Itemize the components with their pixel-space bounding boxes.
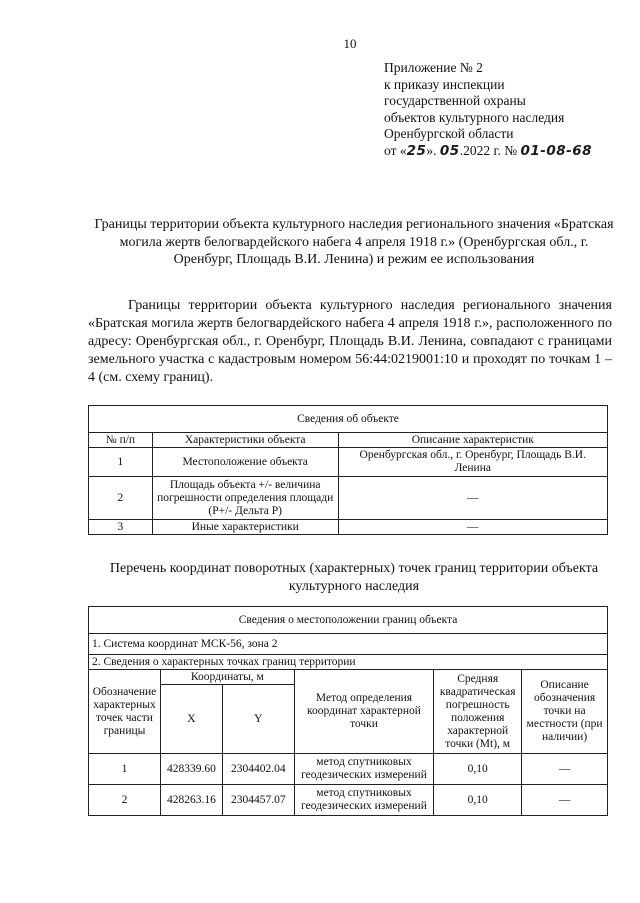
table-row: [89, 520, 608, 535]
date-month-handwritten: 05: [439, 142, 460, 159]
date-day-handwritten: 25: [406, 142, 427, 159]
cell: —: [338, 520, 607, 535]
table-row: [89, 754, 608, 785]
page-number: 10: [343, 36, 357, 51]
cell: Оренбургская обл., г. Оренбург, Площадь В.И. Ленина: [338, 448, 607, 477]
cell: 0,10: [434, 785, 522, 816]
header-cell: Характеристики объекта: [152, 433, 338, 448]
header-description: Описание обозначения точки на местности (при наличии): [522, 670, 608, 754]
date-prefix: от «: [384, 142, 407, 158]
header-coordinates: Координаты, м: [160, 670, 294, 685]
table-row: [89, 477, 608, 520]
object-info-table: [88, 405, 608, 535]
cell: 3: [89, 520, 153, 535]
date-year: .2022 г. №: [459, 142, 518, 158]
cell: 428263.16: [160, 785, 222, 816]
header-cell: № п/п: [89, 433, 153, 448]
coordinates-section-title: Перечень координат поворотных (характерных) точек границ территории объекта культурного наследия: [109, 561, 599, 594]
coordinates-table: [88, 606, 608, 816]
date-sep: ».: [426, 142, 437, 158]
cell: 1: [89, 754, 161, 785]
header-error: Средняя квадратическая погрешность положения характерной точки (Mt), м: [434, 670, 522, 754]
order-number-handwritten: 01-08-68: [520, 142, 593, 159]
header-x: X: [160, 685, 222, 754]
cell: 428339.60: [160, 754, 222, 785]
cell: Местоположение объекта: [152, 448, 338, 477]
appendix-date-line: [384, 143, 592, 160]
document-title: Границы территории объекта культурного наследия регионального значения «Братская могила жертв белогвардейского набега 4 апреля 1918 г.» (Оренбургская обл., г. Оренбург, Площадь В.И. Ленина) и режим ее использования: [94, 217, 614, 267]
cell: —: [338, 477, 607, 520]
header-point-designation: Обозначение характерных точек части границы: [89, 670, 161, 754]
appendix-line: к приказу инспекции: [384, 76, 505, 92]
boundary-paragraph: Границы территории объекта культурного наследия регионального значения «Братская могила жертв белогвардейского набега 4 апреля 1918 г.», расположенного по адресу: Оренбургская обл., г. Оренбург, Площадь В.И. Ленина, совпадают с границами земельного участка с кадастровым номером 56:44:0219001:10 и проходят по точкам 1 – 4 (см. схему границ).: [88, 298, 612, 385]
cell: 2304402.04: [222, 754, 294, 785]
cell: 1: [89, 448, 153, 477]
header-cell: Описание характеристик: [338, 433, 607, 448]
cell: 2: [89, 477, 153, 520]
table-row: [89, 785, 608, 816]
cell: Площадь объекта +/- величина погрешности определения площади (Р+/- Дельта Р): [152, 477, 338, 520]
coords-table-caption: Сведения о местоположении границ объекта: [89, 607, 608, 634]
cell: метод спутниковых геодезических измерений: [294, 785, 433, 816]
points-heading: 2. Сведения о характерных точках границ территории: [89, 655, 608, 670]
cell: 0,10: [434, 754, 522, 785]
cell: —: [522, 754, 608, 785]
appendix-line: государственной охраны: [384, 93, 526, 108]
appendix-line: Приложение № 2: [384, 60, 483, 75]
header-method: Метод определения координат характерной точки: [294, 670, 433, 754]
object-table-caption: Сведения об объекте: [89, 406, 608, 433]
coordinate-system: 1. Система координат МСК-56, зона 2: [89, 634, 608, 655]
cell: 2: [89, 785, 161, 816]
appendix-block: [384, 60, 592, 159]
cell: 2304457.07: [222, 785, 294, 816]
header-y: Y: [222, 685, 294, 754]
appendix-line: объектов культурного наследия: [384, 109, 565, 125]
cell: —: [522, 785, 608, 816]
cell: метод спутниковых геодезических измерений: [294, 754, 433, 785]
table-row: [89, 448, 608, 477]
appendix-line: Оренбургской области: [384, 126, 514, 141]
cell: Иные характеристики: [152, 520, 338, 535]
